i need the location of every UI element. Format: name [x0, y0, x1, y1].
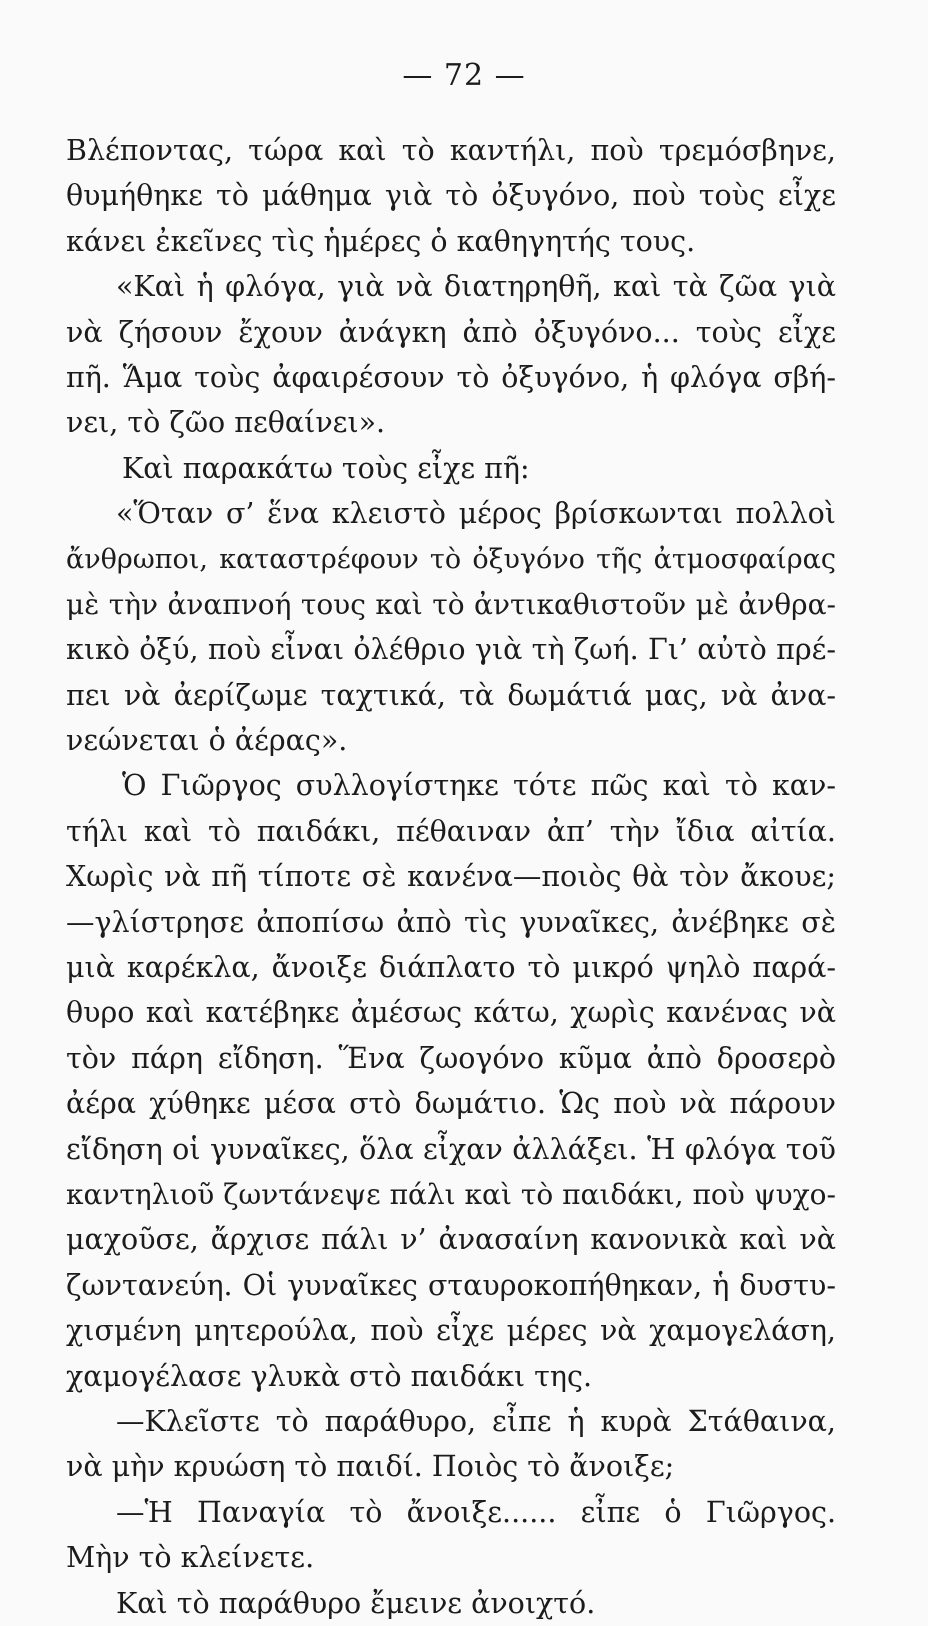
text-line: «Καὶ ἡ φλόγα, γιὰ νὰ διατηρηθῆ, καὶ τὰ ζῶα γιὰ [116, 270, 836, 304]
text-line: Μὴν τὸ κλείνετε. [66, 1541, 315, 1575]
text-line: νὰ ζήσουν ἔχουν ἀνάγκη ἀπὸ ὀξυγόνο... τοὺς εἶχε [66, 315, 836, 349]
text-body [66, 128, 836, 1626]
text-line: πῆ. Ἅμα τοὺς ἀφαιρέσουν τὸ ὀξυγόνο, ἡ φλόγα σβή- [66, 360, 836, 394]
text-line: τὸν πάρη εἴδηση. Ἕνα ζωογόνο κῦμα ἀπὸ δροσερὸ [66, 1041, 836, 1075]
text-line: τήλι καὶ τὸ παιδάκι, πέθαιναν ἀπ’ τὴν ἴδια αἰτία. [66, 814, 836, 848]
text-line: εἴδηση οἱ γυναῖκες, ὅλα εἶχαν ἀλλάξει. Ἡ φλόγα τοῦ [66, 1132, 836, 1166]
text-line: «Ὅταν σ’ ἕνα κλειστὸ μέρος βρίσκωνται πολλοὶ [116, 497, 836, 531]
text-line: πει νὰ ἀερίζωμε ταχτικά, τὰ δωμάτιά μας, νὰ ἀνα- [66, 678, 836, 712]
text-line: μαχοῦσε, ἄρχισε πάλι ν’ ἀνασαίνη κανονικὰ καὶ νὰ [66, 1223, 836, 1257]
text-line: νει, τὸ ζῶο πεθαίνει». [66, 406, 386, 440]
text-line: ἄνθρωποι, καταστρέφουν τὸ ὀξυγόνο τῆς ἀτμοσφαίρας [66, 543, 836, 575]
text-line: χαμογέλασε γλυκὰ στὸ παιδάκι της. [66, 1359, 593, 1393]
text-line: μὲ τὴν ἀναπνοή τους καὶ τὸ ἀντικαθιστοῦν μὲ ἀνθρα- [66, 587, 836, 621]
text-line: Χωρὶς νὰ πῆ τίποτε σὲ κανένα—ποιὸς θὰ τὸν ἄκουε; [66, 860, 836, 894]
text-line: καντηλιοῦ ζωντάνεψε πάλι καὶ τὸ παιδάκι, ποὺ ψυχο- [66, 1177, 836, 1211]
text-line: μιὰ καρέκλα, ἄνοιξε διάπλατο τὸ μικρό ψηλὸ παρά- [66, 951, 836, 985]
text-line: θυμήθηκε τὸ μάθημα γιὰ τὸ ὀξυγόνο, ποὺ τοὺς εἶχε [66, 179, 836, 213]
text-line: Ὁ Γιῶργος συλλογίστηκε τότε πῶς καὶ τὸ καν- [122, 769, 836, 803]
text-line: κικὸ ὀξύ, ποὺ εἶναι ὀλέθριο γιὰ τὴ ζωή. Γι’ αὐτὸ πρέ- [66, 633, 836, 667]
text-line: νεώνεται ὁ ἀέρας». [66, 724, 348, 758]
text-line: ζωντανεύη. Οἱ γυναῖκες σταυροκοπήθηκαν, ἡ δυστυ- [66, 1268, 836, 1302]
page-number: — 72 — [402, 58, 526, 93]
text-line: χισμένη μητερούλα, ποὺ εἶχε μέρες νὰ χαμογελάση, [66, 1314, 836, 1348]
text-line: νὰ μὴν κρυώση τὸ παιδί. Ποιὸς τὸ ἄνοιξε; [66, 1450, 675, 1484]
text-line: —γλίστρησε ἀποπίσω ἀπὸ τὶς γυναῖκες, ἀνέβηκε σὲ [66, 905, 836, 939]
text-line: Καὶ παρακάτω τοὺς εἶχε πῆ: [122, 451, 530, 485]
text-line: —Κλεῖστε τὸ παράθυρο, εἶπε ἡ κυρὰ Στάθαινα, [116, 1404, 836, 1438]
text-line: —Ἡ Παναγία τὸ ἄνοιξε...... εἶπε ὁ Γιῶργος. [116, 1495, 836, 1529]
text-line: Καὶ τὸ παράθυρο ἔμεινε ἀνοιχτό. [116, 1586, 596, 1620]
text-line: κάνει ἐκεῖνες τὶς ἡμέρες ὁ καθηγητής τους. [66, 224, 696, 258]
text-line: Βλέποντας, τώρα καὶ τὸ καντήλι, ποὺ τρεμόσβηνε, [66, 134, 836, 167]
text-line: θυρο καὶ κατέβηκε ἀμέσως κάτω, χωρὶς κανένας νὰ [66, 996, 836, 1030]
text-line: ἀέρα χύθηκε μέσα στὸ δωμάτιο. Ὡς ποὺ νὰ πάρουν [66, 1087, 836, 1121]
